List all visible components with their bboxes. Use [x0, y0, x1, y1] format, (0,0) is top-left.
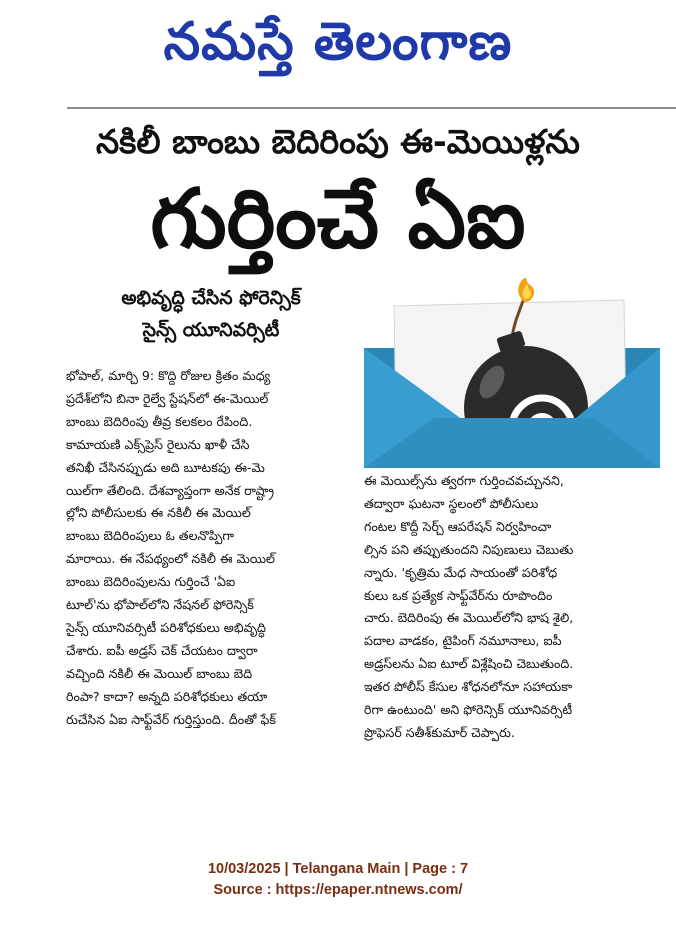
body-line: రుచేసిన ఏఐ సాఫ్ట్‌వేర్ గుర్తిస్తుంది. దీంతో ఫేక్: [66, 711, 276, 727]
body-line: పదాల వాడకం, టైపింగ్ నమూనాలు, ఐపీ: [364, 633, 562, 649]
body-line: ప్రదేశ్‌లోని బినా రైల్వే స్టేషన్‌లో ఈ-మెయిల్: [66, 390, 269, 406]
page-footer: [0, 859, 676, 901]
footer-source: Source : https://epaper.ntnews.com/: [213, 882, 463, 898]
article-left-column: [66, 365, 354, 732]
body-line: సైన్స్ యూనివర్సిటీ పరిశోధకులు అభివృద్ధి: [66, 619, 266, 635]
body-line: యిల్‌గా తేలింది. దేశవ్యాప్తంగా అనేక రాష్ట్రా: [66, 482, 275, 498]
article-subhead: [66, 282, 356, 346]
header-divider: [67, 107, 676, 109]
body-line: కామాయణి ఎక్స్‌ప్రెస్ రైలును ఖాళీ చేసి: [66, 436, 250, 452]
body-line: చారు. బెదిరింపు ఈ మెయిల్‌లోని భాష శైలి,: [364, 610, 574, 626]
body-line: వచ్చింది నకిలీ ఈ మెయిల్ బాంబు బెది: [66, 665, 253, 681]
body-line: గంటల కొద్దీ సెర్చ్ ఆపరేషన్ నిర్వహించా: [364, 518, 552, 534]
body-line: బాంబు బెదిరింపులను గుర్తించే 'ఏఐ: [66, 574, 236, 590]
masthead: [0, 6, 676, 90]
body-line: ప్రొఫెసర్ సతీశ్‌కుమార్ చెప్పారు.: [364, 724, 515, 740]
subhead-line: అభివృద్ధి చేసిన ఫోరెన్సిక్: [121, 287, 301, 309]
footer-date-page: 10/03/2025 | Telangana Main | Page : 7: [207, 861, 469, 877]
body-line: తనిఖీ చేసినప్పుడు అది బూటకపు ఈ-మె: [66, 459, 265, 475]
body-line: మారాయి. ఈ నేపథ్యంలో నకిలీ ఈ మెయిల్: [66, 551, 275, 567]
body-line: భోపాల్, మార్చి 9: కొద్ది రోజుల క్రితం మధ్య: [66, 368, 271, 383]
body-line: కులు ఒక ప్రత్యేక సాఫ్ట్‌వేర్‌ను రూపొందిం: [364, 587, 553, 603]
body-line: బాంబు బెదిరింపు తీవ్ర కలకలం రేపింది.: [66, 413, 253, 429]
newspaper-logo: నమస్తే తెలంగాణ: [163, 12, 513, 72]
body-line: అడ్రస్‌లను ఏఐ టూల్ విశ్లేషించి చెబుతుంది.: [364, 656, 574, 672]
article-kicker: నకిలీ బాంబు బెదిరింపు ఈ-మెయిళ్లను: [96, 122, 580, 161]
body-line: రింపా? కాదా? అన్నది పరిశోధకులు తయా: [66, 688, 268, 704]
body-line: బాంబు బెదిరింపులు ఓ తలనొప్పిగా: [66, 528, 234, 544]
body-line: తద్వారా ఘటనా స్థలంలో పోలీసులు: [364, 495, 539, 511]
body-line: రిగా ఉంటుంది' అని ఫోరెన్సిక్ యూనివర్సిటీ: [364, 702, 573, 718]
article-headline: గుర్తించే ఏఐ: [150, 172, 526, 267]
body-line: ల్సిన పని తప్పుతుందని నిపుణులు చెబుతు: [364, 541, 574, 557]
body-line: న్నారు. 'కృత్రిమ మేధ సాయంతో పరిశోధ: [364, 564, 558, 580]
body-line: ఈ మెయిల్స్‌ను త్వరగా గుర్తించవచ్చునని,: [364, 473, 564, 488]
bomb-envelope-illustration: [364, 278, 660, 468]
subhead-line: సైన్స్ యూనివర్సిటీ: [142, 319, 280, 341]
body-line: చేశారు. ఐపీ అడ్రస్ చెక్ చేయటం ద్వారా: [66, 642, 258, 658]
body-line: ఇతర పోలీస్ కేసుల శోధనలోనూ సహాయకా: [364, 679, 573, 695]
body-line: టూల్'ను భోపాల్‌లోని నేషనల్ ఫోరెన్సిక్: [66, 597, 254, 613]
body-line: ల్లోని పోలీసులకు ఈ నకిలీ ఈ మెయిల్: [66, 505, 251, 521]
article-right-column: [364, 470, 662, 745]
